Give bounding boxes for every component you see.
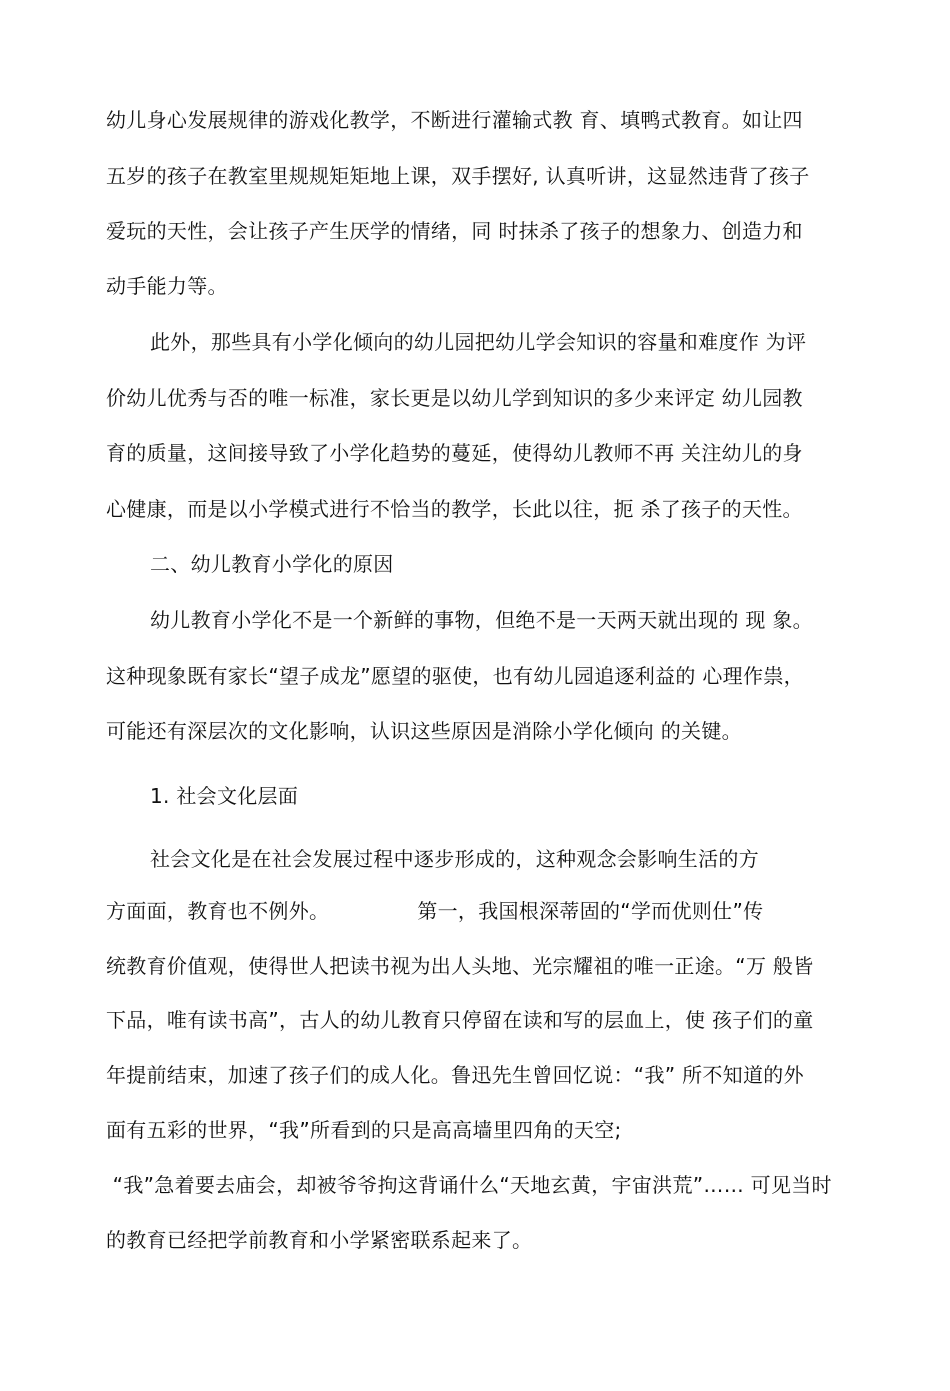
- paragraph-line: 幼儿身心发展规律的游戏化教学，不断进行灌输式教 育、填鸭式教育。如让四: [106, 108, 803, 132]
- paragraph-line-part: 方面面，教育也不例外。: [106, 899, 330, 923]
- paragraph-line: 统教育价值观，使得世人把读书视为出人头地、光宗耀祖的唯一正途。“万 般皆: [106, 954, 814, 978]
- paragraph-line: 年提前结束，加速了孩子们的成人化。鲁迅先生曾回忆说：“我” 所不知道的外: [106, 1063, 804, 1087]
- paragraph-line: 五岁的孩子在教室里规规矩矩地上课，双手摆好, 认真听讲，这显然违背了孩子: [106, 164, 810, 188]
- paragraph-line: 此外，那些具有小学化倾向的幼儿园把幼儿学会知识的容量和难度作 为评: [150, 330, 807, 354]
- paragraph-line: 幼儿教育小学化不是一个新鲜的事物，但绝不是一天两天就出现的 现 象。: [150, 608, 813, 632]
- paragraph-line: 下品，唯有读书高”，古人的幼儿教育只停留在读和写的层血上，使 孩子们的童: [106, 1008, 814, 1032]
- paragraph-line: 心健康，而是以小学模式进行不恰当的教学，长此以往，扼 杀了孩子的天性。: [106, 497, 803, 521]
- paragraph-line-part: 第一，我国根深蒂固的“学而优则仕”传: [417, 899, 764, 923]
- paragraph-line: 可能还有深层次的文化影响，认识这些原因是消除小学化倾向 的关键。: [106, 719, 742, 743]
- section-heading: 二、幼儿教育小学化的原因: [150, 552, 394, 576]
- paragraph-line: 动手能力等。: [106, 274, 228, 298]
- paragraph-line: 面有五彩的世界，“我”所看到的只是高高墙里四角的天空;: [106, 1118, 622, 1142]
- paragraph-line: 价幼儿优秀与否的唯一标准，家长更是以幼儿学到知识的多少来评定 幼儿园教: [106, 386, 803, 410]
- subsection-heading: 1. 社会文化层面: [150, 784, 299, 808]
- paragraph-line: 这种现象既有家长“望子成龙”愿望的驱使，也有幼儿园追逐利益的 心理作祟，: [106, 664, 804, 688]
- paragraph-line: 育的质量，这间接导致了小学化趋势的蔓延，使得幼儿教师不再 关注幼儿的身: [106, 441, 803, 465]
- paragraph-line: [106, 897, 763, 925]
- paragraph-line: 爱玩的天性，会让孩子产生厌学的情绪，同 时抹杀了孩子的想象力、创造力和: [106, 219, 803, 243]
- paragraph-line: “我”急着要去庙会，却被爷爷拘这背诵什么“天地玄黄，宇宙洪荒”…… 可见当时: [106, 1173, 832, 1197]
- paragraph-line: 社会文化是在社会发展过程中逐步形成的，这种观念会影响生活的方: [150, 847, 759, 871]
- paragraph-line: 的教育已经把学前教育和小学紧密联系起来了。: [106, 1228, 533, 1252]
